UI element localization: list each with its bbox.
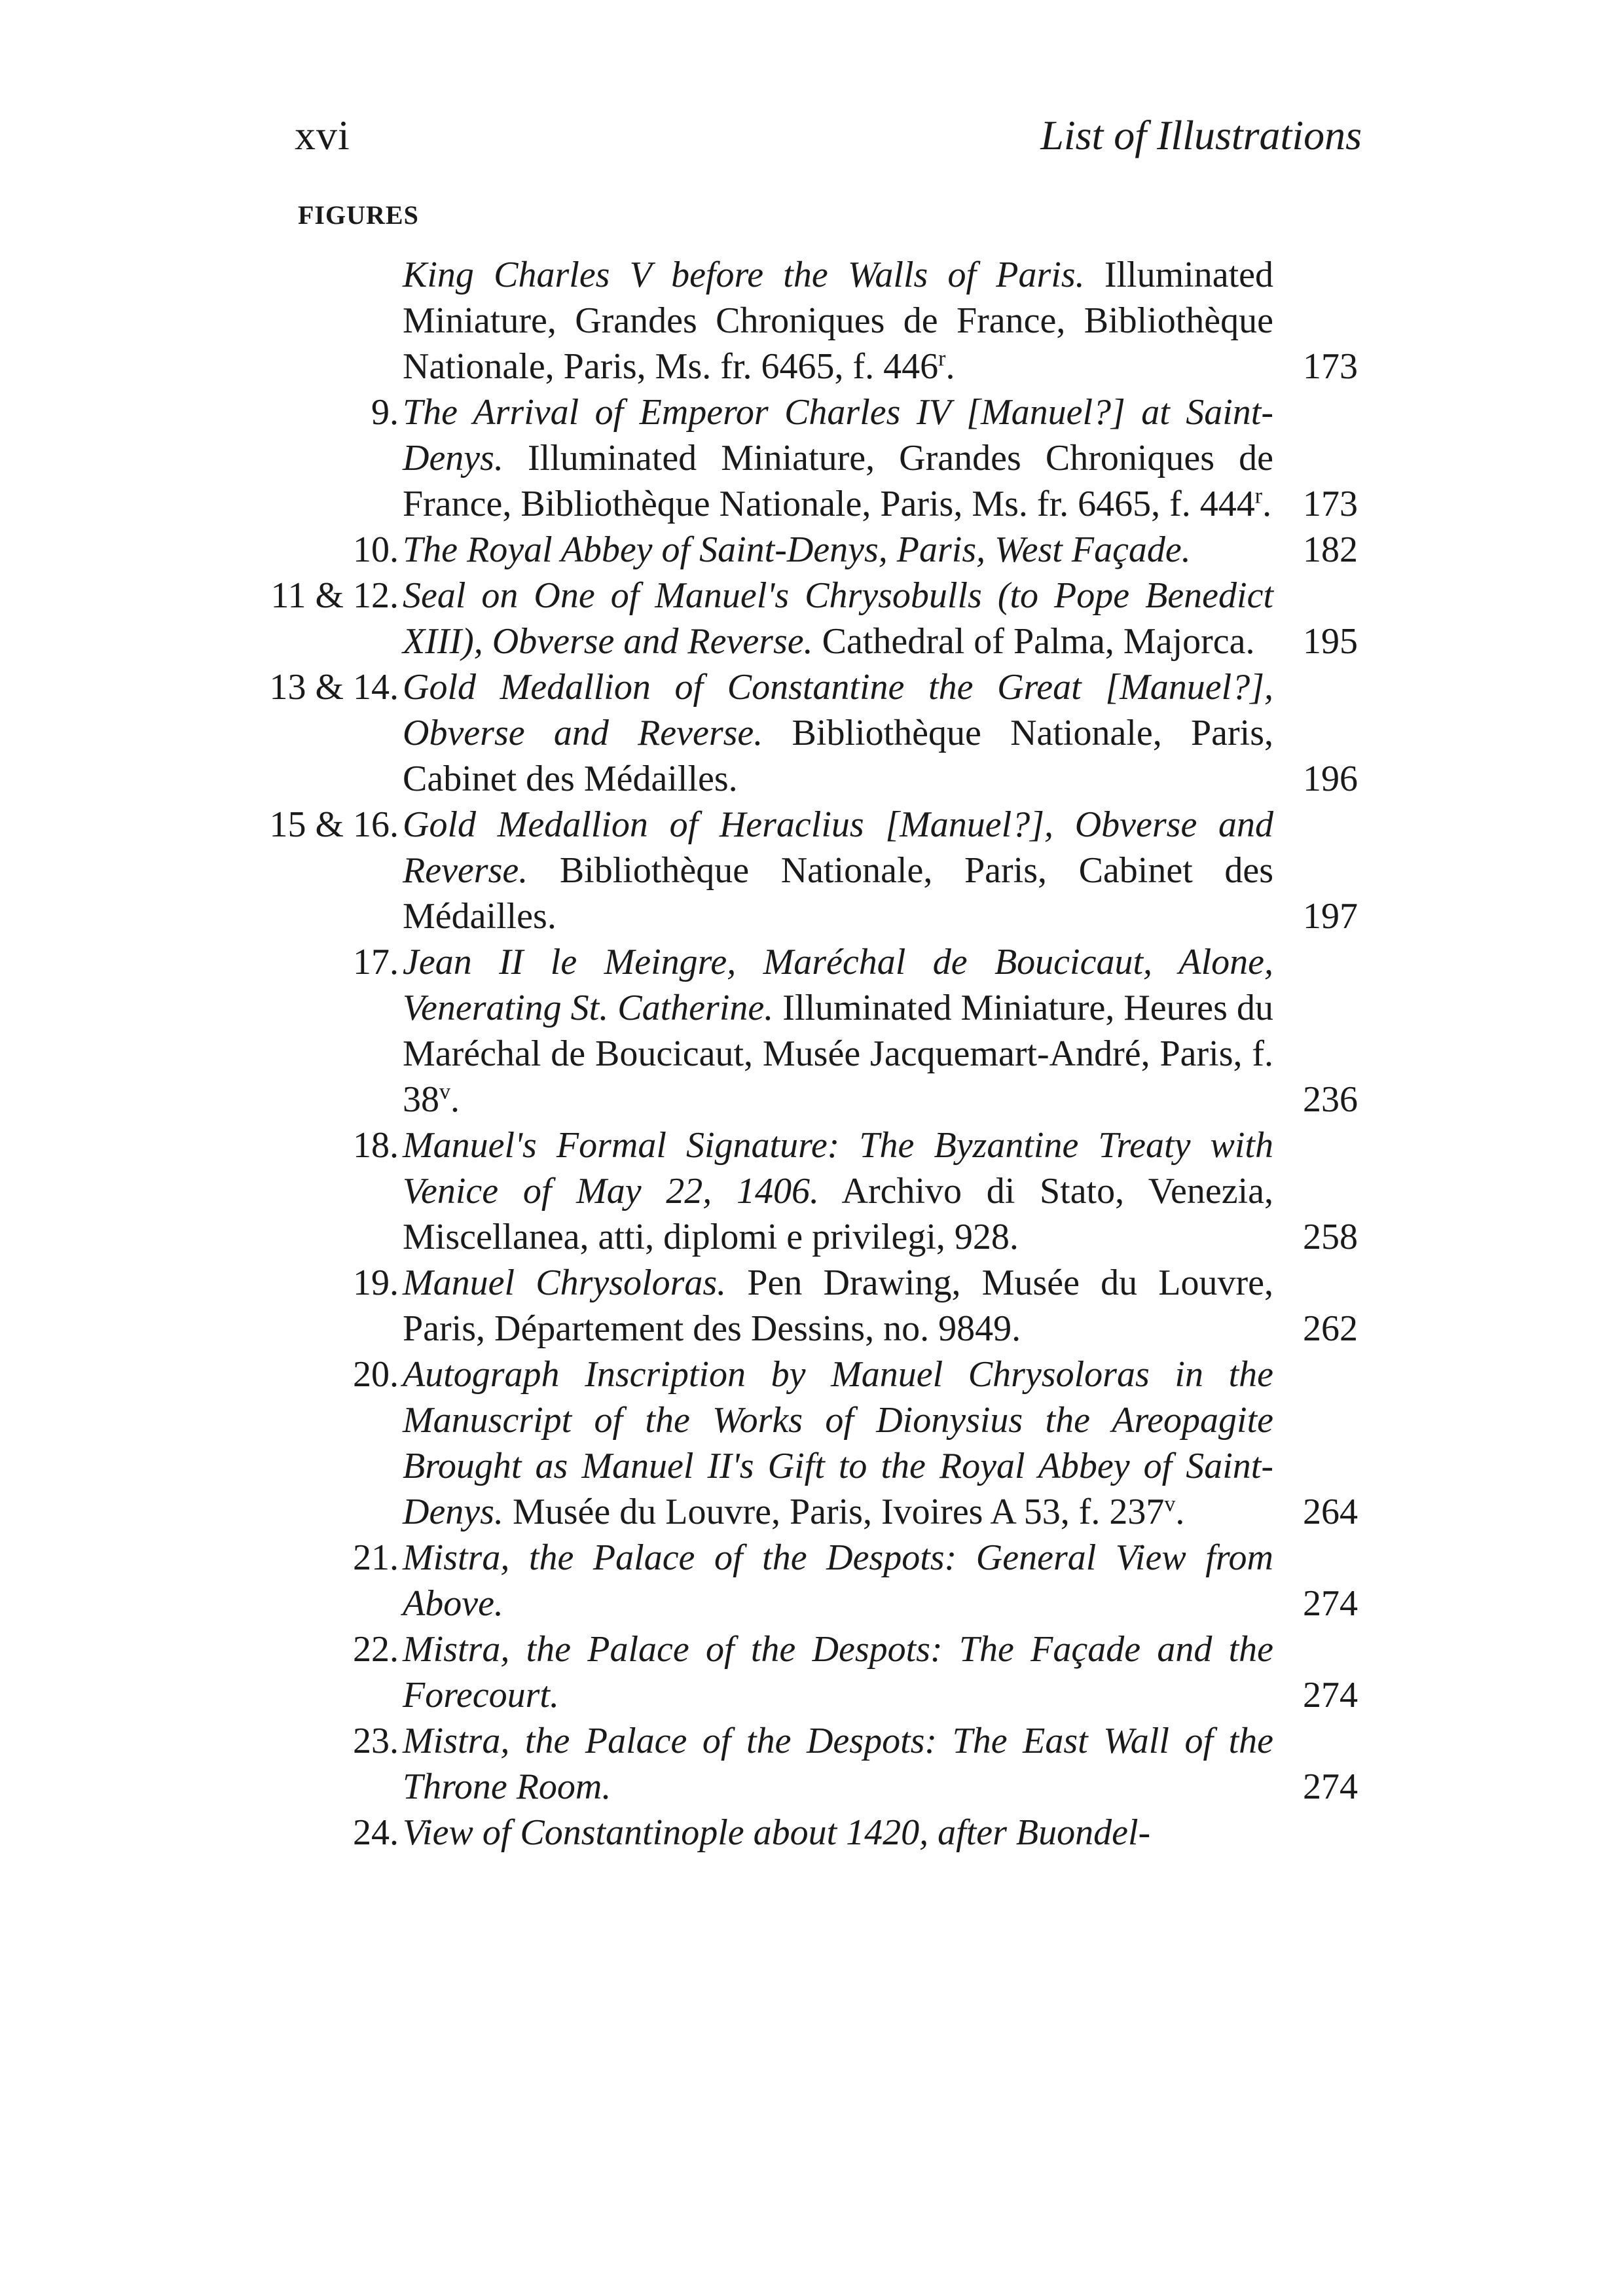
figure-number: 17. bbox=[353, 942, 399, 982]
figure-caption bbox=[403, 527, 1273, 573]
figure-entry bbox=[0, 1626, 1623, 1718]
page-header bbox=[295, 111, 1362, 170]
figure-number: 23. bbox=[353, 1721, 399, 1761]
figure-page-number: 173 bbox=[1303, 484, 1358, 524]
figure-page-number: 264 bbox=[1303, 1492, 1358, 1532]
figure-number: 11 & 12. bbox=[270, 575, 399, 616]
figure-entry bbox=[0, 1260, 1623, 1352]
figure-page-number: 274 bbox=[1303, 1767, 1358, 1807]
figure-page-number: 236 bbox=[1303, 1079, 1358, 1120]
figure-title: Gold Medallion of Constantine the Great [Manuel?], Obverse and Reverse. bbox=[403, 667, 1273, 753]
figure-number: 19. bbox=[353, 1263, 399, 1303]
figure-caption bbox=[403, 1718, 1273, 1810]
figure-details: Musée du Louvre, Paris, Ivoires A 53, f. 237$^v$. bbox=[503, 1492, 1185, 1532]
figure-entry bbox=[0, 802, 1623, 939]
figure-details: Archivo di Stato, Venezia, Miscellanea, atti, diplomi e privilegi, 928. bbox=[403, 1171, 1274, 1257]
figure-number: 13 & 14. bbox=[269, 667, 399, 708]
figure-entry bbox=[0, 527, 1623, 573]
figure-entry bbox=[0, 1810, 1623, 1856]
figure-number: 22. bbox=[353, 1629, 399, 1670]
figure-title: Seal on One of Manuel's Chrysobulls (to Pope Benedict XIII), Obverse and Reverse. bbox=[403, 575, 1273, 662]
figure-title: The Royal Abbey of Saint-Denys, Paris, West Façade. bbox=[403, 529, 1191, 570]
figure-title: Manuel's Formal Signature: The Byzantine Treaty with Venice of May 22, 1406. bbox=[403, 1125, 1273, 1211]
figure-title: Manuel Chrysoloras. bbox=[403, 1263, 727, 1303]
figure-page-number: 262 bbox=[1303, 1308, 1358, 1349]
figure-entry bbox=[0, 664, 1623, 802]
figure-entry bbox=[0, 252, 1623, 389]
figure-entry bbox=[0, 939, 1623, 1122]
figure-caption bbox=[403, 1260, 1273, 1352]
figure-page-number: 182 bbox=[1303, 529, 1358, 570]
figure-caption bbox=[403, 1810, 1273, 1856]
figure-number: 20. bbox=[353, 1354, 399, 1395]
figure-details: Cathedral of Palma, Majorca. bbox=[812, 621, 1255, 662]
figure-title: Gold Medallion of Heraclius [Manuel?], Obverse and Reverse. bbox=[403, 804, 1273, 891]
figure-entry bbox=[0, 1122, 1623, 1260]
figure-title: The Arrival of Emperor Charles IV [Manuel?] at Saint-Denys. bbox=[403, 392, 1273, 478]
figure-details: Illuminated Miniature, Grandes Chroniques de France, Bibliothèque Nationale, Paris, Ms. fr. 6465, f. 444$^r$. bbox=[403, 438, 1273, 524]
figure-number: 24. bbox=[353, 1812, 399, 1853]
running-head: List of Illustrations bbox=[1040, 112, 1362, 158]
figure-caption bbox=[403, 1626, 1273, 1718]
figure-caption bbox=[403, 1352, 1273, 1535]
page-number: xvi bbox=[295, 112, 350, 158]
figure-page-number: 258 bbox=[1303, 1217, 1358, 1257]
figure-caption bbox=[403, 939, 1273, 1122]
figure-page-number: 274 bbox=[1303, 1583, 1358, 1624]
figure-entry bbox=[0, 1535, 1623, 1626]
figure-entry bbox=[0, 573, 1623, 664]
figure-number: 9. bbox=[371, 392, 399, 433]
figure-caption bbox=[403, 389, 1273, 527]
figure-caption bbox=[403, 802, 1273, 939]
figure-page-number: 195 bbox=[1303, 621, 1358, 662]
figure-title: Mistra, the Palace of the Despots: General View from Above. bbox=[403, 1537, 1273, 1624]
figure-number: 15 & 16. bbox=[269, 804, 399, 845]
figure-page-number: 196 bbox=[1303, 759, 1358, 799]
figure-title: King Charles V before the Walls of Paris. bbox=[403, 255, 1085, 295]
figure-page-number: 173 bbox=[1303, 346, 1358, 387]
figure-number: 18. bbox=[353, 1125, 399, 1166]
figure-caption bbox=[403, 573, 1273, 664]
figure-title: Jean II le Meingre, Maréchal de Boucicaut, Alone, Venerating St. Catherine. bbox=[403, 942, 1273, 1028]
figure-number: 21. bbox=[353, 1537, 399, 1578]
figure-details: Pen Drawing, Musée du Louvre, Paris, Département des Dessins, no. 9849. bbox=[403, 1263, 1274, 1349]
figure-title: Mistra, the Palace of the Despots: The Façade and the Forecourt. bbox=[403, 1629, 1273, 1715]
figure-details: Bibliothèque Nationale, Paris, Cabinet des Médailles. bbox=[403, 850, 1273, 937]
figure-page-number: 197 bbox=[1303, 896, 1358, 937]
figure-title: Mistra, the Palace of the Despots: The East Wall of the Throne Room. bbox=[403, 1721, 1273, 1807]
figure-title: Autograph Inscription by Manuel Chrysoloras in the Manuscript of the Works of Dionysius the Areopagite Brought as Manuel II's Gift to the Royal Abbey of Saint-Denys. bbox=[403, 1354, 1273, 1532]
figure-caption bbox=[403, 1122, 1273, 1260]
figure-list bbox=[0, 252, 1623, 1856]
section-label: FIGURES bbox=[298, 200, 419, 230]
figure-caption bbox=[403, 664, 1273, 802]
figure-caption bbox=[403, 1535, 1273, 1626]
figure-entry bbox=[0, 389, 1623, 527]
figure-page-number: 274 bbox=[1303, 1675, 1358, 1715]
figure-title: View of Constantinople about 1420, after Buondel- bbox=[403, 1812, 1151, 1853]
figure-caption bbox=[403, 252, 1273, 389]
figure-details: Bibliothèque Nationale, Paris, Cabinet des Médailles. bbox=[403, 713, 1273, 799]
figure-details: Illuminated Miniature, Heures du Maréchal de Boucicaut, Musée Jacquemart-André, Paris, f. 38$^v$. bbox=[403, 988, 1274, 1120]
figure-entry bbox=[0, 1352, 1623, 1535]
figure-details: Illuminated Miniature, Grandes Chroniques de France, Bibliothèque Nationale, Paris, Ms. fr. 6465, f. 446$^r$. bbox=[403, 255, 1273, 387]
figure-entry bbox=[0, 1718, 1623, 1810]
figure-number: 10. bbox=[353, 529, 399, 570]
